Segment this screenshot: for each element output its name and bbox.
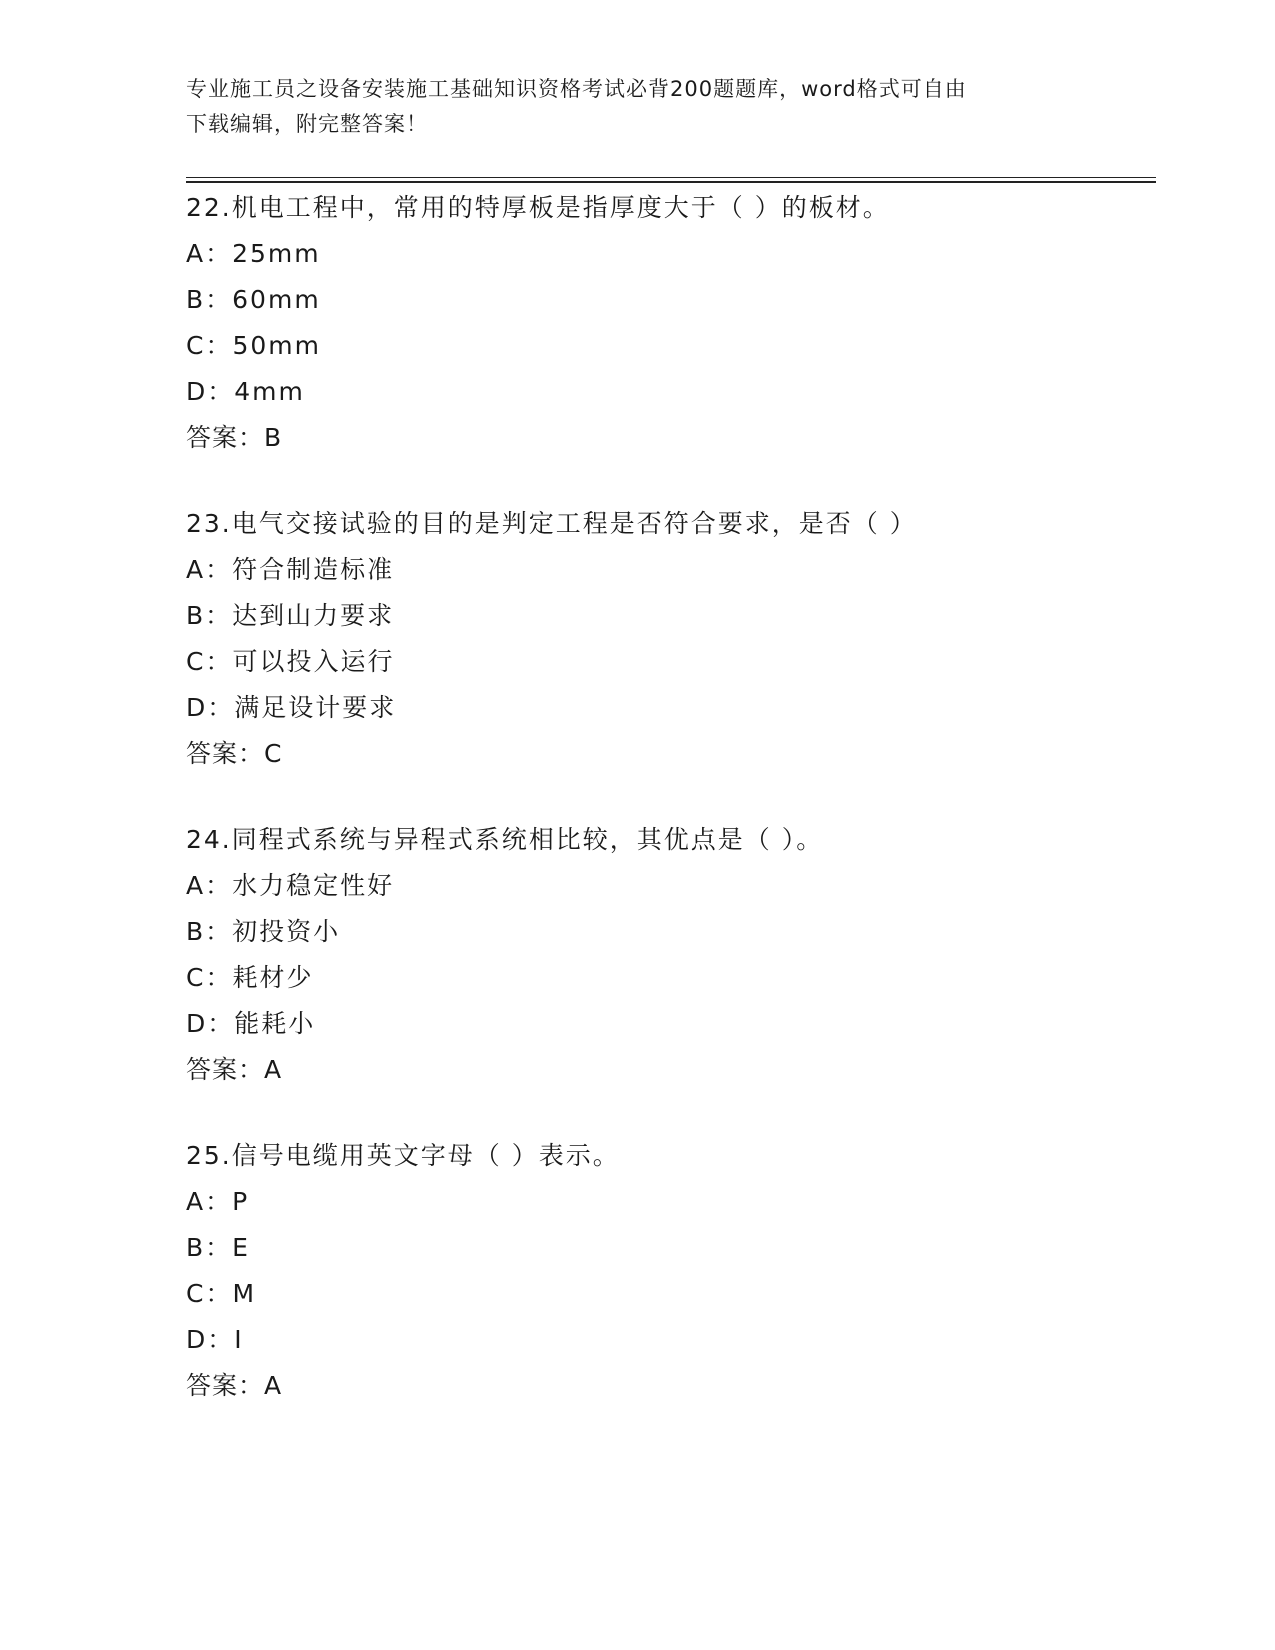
question-title: 23.电气交接试验的目的是判定工程是否符合要求，是否（ ） <box>186 509 917 538</box>
question-title: 25.信号电缆用英文字母（ ）表示。 <box>186 1141 620 1170</box>
option-b: B：E <box>186 1233 250 1262</box>
option-a: A：25mm <box>186 239 321 268</box>
question-22 <box>186 185 1156 461</box>
header-divider-thick <box>186 181 1156 183</box>
question-24 <box>186 817 1156 1093</box>
question-list <box>186 185 1156 1449</box>
document-header <box>186 72 1066 142</box>
option-c: C：耗材少 <box>186 963 314 992</box>
option-b: B：达到山力要求 <box>186 601 395 630</box>
question-title: 24.同程式系统与异程式系统相比较，其优点是（ ）。 <box>186 825 824 854</box>
option-a: A：水力稳定性好 <box>186 871 395 900</box>
header-line-2: 下载编辑，附完整答案！ <box>186 112 428 136</box>
answer-line: 答案：A <box>186 1371 283 1400</box>
option-d: D：能耗小 <box>186 1009 316 1038</box>
question-23 <box>186 501 1156 777</box>
option-c: C：可以投入运行 <box>186 647 395 676</box>
question-title: 22.机电工程中，常用的特厚板是指厚度大于（ ）的板材。 <box>186 193 890 222</box>
option-a: A：符合制造标准 <box>186 555 395 584</box>
option-b: B：60mm <box>186 285 321 314</box>
option-a: A：P <box>186 1187 250 1216</box>
option-d: D：I <box>186 1325 244 1354</box>
option-c: C：M <box>186 1279 257 1308</box>
answer-line: 答案：A <box>186 1055 283 1084</box>
question-25 <box>186 1133 1156 1409</box>
option-c: C：50mm <box>186 331 321 360</box>
header-line-1: 专业施工员之设备安装施工基础知识资格考试必背200题题库，word格式可自由 <box>186 77 967 101</box>
option-b: B：初投资小 <box>186 917 341 946</box>
answer-line: 答案：C <box>186 739 283 768</box>
answer-line: 答案：B <box>186 423 283 452</box>
option-d: D：满足设计要求 <box>186 693 397 722</box>
header-divider-thin <box>186 177 1156 178</box>
option-d: D：4mm <box>186 377 305 406</box>
